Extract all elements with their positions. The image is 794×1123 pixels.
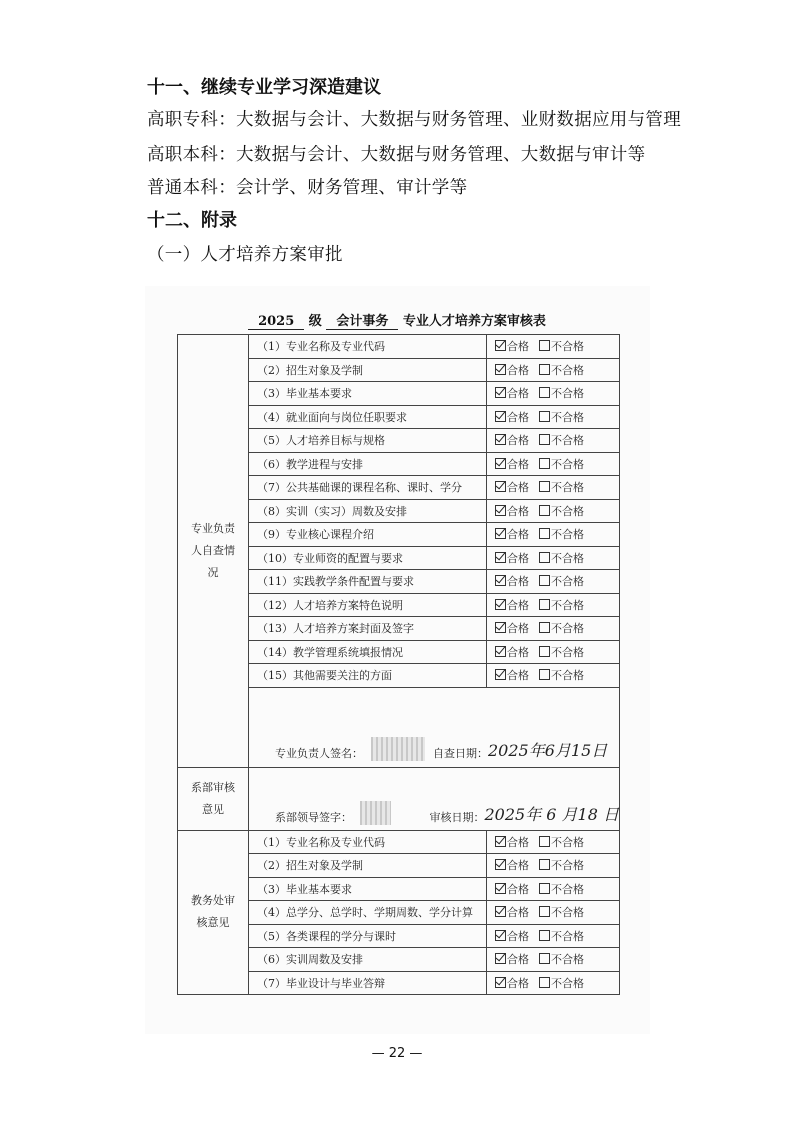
sub-heading: （一）人才培养方案审批 [147, 245, 343, 265]
status-cell: 合格 不合格 [487, 546, 620, 570]
empty-box-icon[interactable] [539, 622, 550, 633]
checked-box-icon[interactable] [495, 883, 506, 894]
empty-box-icon[interactable] [539, 859, 550, 870]
checked-box-icon[interactable] [495, 599, 506, 610]
check-item-label: （2）招生对象及学制 [249, 854, 487, 878]
form-level: 级 [308, 314, 322, 329]
body-line-3: 普通本科：会计学、财务管理、审计学等 [147, 178, 468, 198]
form-year: 2025 [248, 314, 304, 330]
empty-box-icon[interactable] [539, 411, 550, 422]
status-cell: 合格 不合格 [487, 948, 620, 972]
check-item-label: （10）专业师资的配置与要求 [249, 546, 487, 570]
status-cell: 合格 不合格 [487, 854, 620, 878]
status-cell: 合格 不合格 [487, 476, 620, 500]
section-heading-12: 十二、附录 [147, 210, 237, 231]
form-major: 会计事务 [326, 310, 398, 330]
status-cell: 合格 不合格 [487, 570, 620, 594]
section-self-check-label: 专业负责人自查情况 [178, 335, 249, 768]
empty-box-icon[interactable] [539, 836, 550, 847]
status-cell: 合格 不合格 [487, 640, 620, 664]
empty-box-icon[interactable] [539, 552, 550, 563]
checked-box-icon[interactable] [495, 859, 506, 870]
date-label: 自查日期： [433, 746, 488, 760]
status-cell: 合格 不合格 [487, 358, 620, 382]
empty-box-icon[interactable] [539, 669, 550, 680]
empty-box-icon[interactable] [539, 458, 550, 469]
empty-box-icon[interactable] [539, 434, 550, 445]
checked-box-icon[interactable] [495, 622, 506, 633]
checked-box-icon[interactable] [495, 528, 506, 539]
checked-box-icon[interactable] [495, 481, 506, 492]
section-department-label: 系部审核意见 [178, 767, 249, 830]
empty-box-icon[interactable] [539, 481, 550, 492]
department-signature-cell [249, 767, 620, 830]
checked-box-icon[interactable] [495, 575, 506, 586]
checked-box-icon[interactable] [495, 387, 506, 398]
status-cell: 合格 不合格 [487, 382, 620, 406]
empty-box-icon[interactable] [539, 930, 550, 941]
checked-box-icon[interactable] [495, 458, 506, 469]
signature-label: 系部领导签字： [275, 810, 352, 824]
handwritten-date: 2025年 6 月18 日 [484, 804, 619, 824]
form-title [0, 310, 794, 330]
empty-box-icon[interactable] [539, 953, 550, 964]
check-item-label: （9）专业核心课程介绍 [249, 523, 487, 547]
status-cell: 合格 不合格 [487, 452, 620, 476]
checked-box-icon[interactable] [495, 646, 506, 657]
handwritten-date: 2025年6月15日 [488, 740, 608, 760]
body-line-2: 高职本科：大数据与会计、大数据与财务管理、大数据与审计等 [147, 145, 646, 165]
check-item-label: （15）其他需要关注的方面 [249, 664, 487, 688]
status-cell: 合格 不合格 [487, 877, 620, 901]
checked-box-icon[interactable] [495, 836, 506, 847]
status-cell: 合格 不合格 [487, 593, 620, 617]
checked-box-icon[interactable] [495, 930, 506, 941]
empty-box-icon[interactable] [539, 906, 550, 917]
check-item-label: （6）教学进程与安排 [249, 452, 487, 476]
form-title-suffix: 专业人才培养方案审核表 [402, 314, 546, 329]
section-academic-affairs-label: 教务处审核意见 [178, 830, 249, 995]
checked-box-icon[interactable] [495, 977, 506, 988]
status-cell: 合格 不合格 [487, 617, 620, 641]
empty-box-icon[interactable] [539, 883, 550, 894]
checked-box-icon[interactable] [495, 434, 506, 445]
status-cell: 合格 不合格 [487, 901, 620, 925]
checked-box-icon[interactable] [495, 552, 506, 563]
check-item-label: （1）专业名称及专业代码 [249, 830, 487, 854]
empty-box-icon[interactable] [539, 340, 550, 351]
status-cell: 合格 不合格 [487, 523, 620, 547]
status-cell: 合格 不合格 [487, 924, 620, 948]
status-cell: 合格 不合格 [487, 405, 620, 429]
check-item-label: （8）实训（实习）周数及安排 [249, 499, 487, 523]
empty-box-icon[interactable] [539, 528, 550, 539]
check-item-label: （3）毕业基本要求 [249, 877, 487, 901]
empty-box-icon[interactable] [539, 364, 550, 375]
check-item-label: （2）招生对象及学制 [249, 358, 487, 382]
check-item-label: （12）人才培养方案特色说明 [249, 593, 487, 617]
checked-box-icon[interactable] [495, 340, 506, 351]
empty-box-icon[interactable] [539, 387, 550, 398]
check-item-label: （13）人才培养方案封面及签字 [249, 617, 487, 641]
check-item-label: （6）实训周数及安排 [249, 948, 487, 972]
status-cell: 合格 不合格 [487, 429, 620, 453]
status-cell: 合格 不合格 [487, 499, 620, 523]
status-cell: 合格 不合格 [487, 830, 620, 854]
check-item-label: （5）人才培养目标与规格 [249, 429, 487, 453]
self-check-signature-cell [249, 687, 620, 767]
page-number: — 22 — [371, 1046, 423, 1061]
date-label: 审核日期： [429, 810, 485, 824]
section-heading-11: 十一、继续专业学习深造建议 [147, 77, 381, 98]
redacted-signature [360, 801, 391, 825]
checked-box-icon[interactable] [495, 364, 506, 375]
checked-box-icon[interactable] [495, 669, 506, 680]
empty-box-icon[interactable] [539, 646, 550, 657]
check-item-label: （1）专业名称及专业代码 [249, 335, 487, 359]
checked-box-icon[interactable] [495, 505, 506, 516]
signature-label: 专业负责人签名： [275, 746, 363, 760]
check-item-label: （5）各类课程的学分与课时 [249, 924, 487, 948]
status-cell: 合格 不合格 [487, 335, 620, 359]
check-item-label: （11）实践教学条件配置与要求 [249, 570, 487, 594]
checked-box-icon[interactable] [495, 953, 506, 964]
check-item-label: （14）教学管理系统填报情况 [249, 640, 487, 664]
empty-box-icon[interactable] [539, 599, 550, 610]
status-cell: 合格 不合格 [487, 971, 620, 995]
body-line-1: 高职专科：大数据与会计、大数据与财务管理、业财数据应用与管理 [147, 110, 681, 130]
status-cell: 合格 不合格 [487, 664, 620, 688]
check-item-label: （7）毕业设计与毕业答辩 [249, 971, 487, 995]
redacted-signature [371, 737, 425, 761]
checked-box-icon[interactable] [495, 906, 506, 917]
empty-box-icon[interactable] [539, 505, 550, 516]
empty-box-icon[interactable] [539, 575, 550, 586]
empty-box-icon[interactable] [539, 977, 550, 988]
check-item-label: （4）就业面向与岗位任职要求 [249, 405, 487, 429]
checked-box-icon[interactable] [495, 411, 506, 422]
check-item-label: （4）总学分、总学时、学期周数、学分计算 [249, 901, 487, 925]
check-item-label: （7）公共基础课的课程名称、课时、学分 [249, 476, 487, 500]
check-item-label: （3）毕业基本要求 [249, 382, 487, 406]
audit-table [177, 334, 620, 995]
